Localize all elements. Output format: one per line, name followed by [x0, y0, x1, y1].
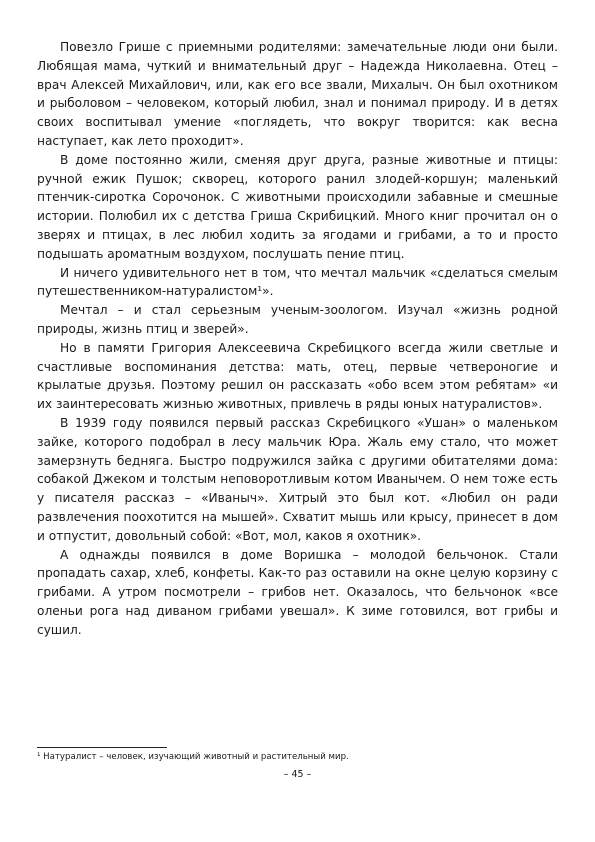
paragraph-5: Но в памяти Григория Алексеевича Скребицкого всегда жили светлые и счастливые воспоминания детства: мать, отец, первые четвероногие и крылатые друзья. Поэтому решил он рассказать «обо всем этом ребятам» «и их заинтересовать жизнью животных, привлечь в ряды юных натуралистов». [37, 340, 558, 412]
page-number: – 45 – [283, 769, 312, 780]
paragraph-6: В 1939 году появился первый рассказ Скребицкого «Ушан» о маленьком зайке, которого подобрал в лесу мальчик Юра. Жаль ему стало, что может замерзнуть бедняга. Быстро подружился зайка с другими обитателями дома: собакой Джеком и толстым неповоротливым котом Иванычем. О нем тоже есть у писателя рассказ – «Иваныч». Хитрый это был кот. «Любил он ради развлечения поохотится на мышей». Схватит мышь или крысу, принесет в дом и отпустит, довольный собой: «Вот, мол, каков я охотник». [37, 415, 558, 543]
footnote-divider [37, 747, 167, 748]
page-body [37, 38, 558, 640]
paragraph-4: Мечтал – и стал серьезным ученым-зоологом. Изучал «жизнь родной природы, жизнь птиц и зверей». [37, 303, 558, 336]
footnote: ¹ Натуралист – человек, изучающий животный и растительный мир. [37, 752, 349, 762]
paragraph-7: А однажды появился в доме Воришка – молодой бельчонок. Стали пропадать сахар, хлеб, конфеты. Как-то раз оставили на окне целую корзину с грибами. А утром посмотрели – грибов нет. Оказалось, что бельчонок «все оленьи рога над диваном грибами увешал». К зиме готовился, вот грибы и сушил. [37, 547, 558, 637]
paragraph-2: В доме постоянно жили, сменяя друг друга, разные животные и птицы: ручной ежик Пушок; скворец, которого ранил злодей-коршун; маленький птенчик-сиротка Сорочонок. С животными происходили забавные и смешные истории. Полюбил их с детства Гриша Скрибицкий. Много книг прочитал он о зверях и птицах, в лес любил ходить за ягодами и грибами, а то и просто подышать ароматным воздухом, послушать пение птиц. [37, 152, 558, 261]
paragraph-3: И ничего удивительного нет в том, что мечтал мальчик «сделаться смелым путешественником-натуралистом¹». [37, 265, 558, 299]
paragraph-1: Повезло Грише с приемными родителями: замечательные люди они были. Любящая мама, чуткий и внимательный друг – Надежда Николаевна. Отец – врач Алексей Михайлович, или, как его все звали, Михалыч. Он был охотником и рыболовом – человеком, который любил, знал и понимал природу. И в детях своих воспитывал умение «поглядеть, что вокруг творится: как весна наступает, как лето проходит». [37, 40, 558, 148]
